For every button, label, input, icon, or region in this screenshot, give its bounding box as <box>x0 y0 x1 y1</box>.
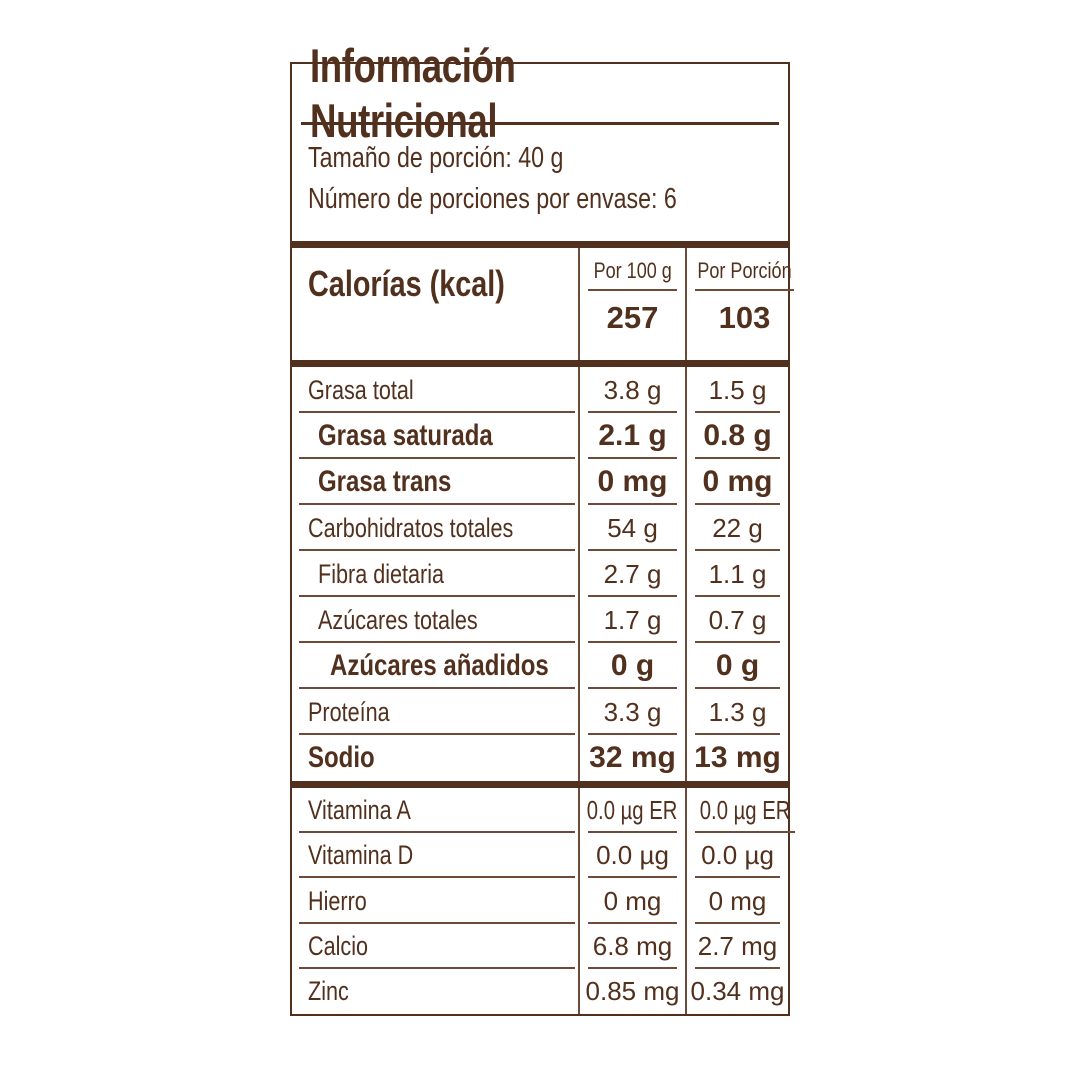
nutrient-label-cell <box>292 833 578 878</box>
nutrient-row <box>292 878 788 923</box>
column-header-per-portion: Por Porción <box>697 258 792 283</box>
servings-per-container-line <box>308 179 788 220</box>
micronutrient-rows <box>292 788 791 1014</box>
nutrient-value-per-100g-cell <box>578 367 685 413</box>
section-divider-thick-bottom <box>292 781 788 788</box>
nutrient-value-per-portion-cell <box>685 924 788 969</box>
nutrient-label: Vitamina A <box>308 795 411 826</box>
nutrient-value-per-100g: 3.8 g <box>603 374 662 405</box>
nutrient-label-cell <box>292 551 578 597</box>
nutrient-row <box>292 833 788 878</box>
nutrient-value-per-portion-cell <box>685 833 788 878</box>
nutrient-value-per-100g-cell <box>578 459 685 505</box>
nutrient-row <box>292 367 788 413</box>
nutrient-value-per-portion-cell <box>685 689 788 735</box>
nutrient-row <box>292 735 788 781</box>
nutrient-value-per-100g: 0 mg <box>603 885 662 916</box>
nutrient-value-per-portion-cell <box>685 413 788 459</box>
column-per-portion <box>685 248 802 360</box>
serving-info <box>292 125 788 241</box>
nutrient-row <box>292 551 788 597</box>
nutrient-value-per-portion: 0.34 mg <box>690 975 785 1006</box>
nutrient-label-cell <box>292 969 578 1014</box>
nutrient-label-cell <box>292 505 578 551</box>
nutrient-row <box>292 643 788 689</box>
nutrient-row <box>292 924 788 969</box>
nutrient-label-cell <box>292 367 578 413</box>
servings-per-container-text: Número de porciones por envase: 6 <box>308 183 677 215</box>
calories-value-per-100g: 257 <box>606 300 659 335</box>
nutrient-label-cell <box>292 643 578 689</box>
nutrient-value-per-100g: 3.3 g <box>603 696 662 727</box>
nutrient-value-per-100g: 0 mg <box>597 465 668 498</box>
nutrient-value-per-100g-cell <box>578 413 685 459</box>
nutrient-label: Fibra dietaria <box>318 558 445 589</box>
nutrient-row <box>292 597 788 643</box>
nutrient-value-per-portion: 0 mg <box>708 885 767 916</box>
nutrient-value-per-100g-cell <box>578 833 685 878</box>
nutrient-value-per-portion-cell <box>685 367 788 413</box>
nutrient-label-cell <box>292 413 578 459</box>
nutrient-value-per-portion: 2.7 mg <box>697 930 778 961</box>
nutrient-value-per-portion: 0.7 g <box>708 604 767 635</box>
nutrient-label: Hierro <box>308 885 367 916</box>
nutrient-value-per-portion-cell <box>685 735 788 781</box>
nutrient-value-per-portion: 1.5 g <box>708 374 767 405</box>
calories-section <box>292 248 792 360</box>
nutrient-label: Grasa saturada <box>318 419 493 452</box>
nutrient-value-per-portion-cell <box>685 969 788 1014</box>
nutrient-label: Grasa total <box>308 374 414 405</box>
column-per-100g <box>578 248 685 360</box>
page-title: Información Nutricional <box>310 39 516 147</box>
nutrient-value-per-portion-cell <box>685 505 788 551</box>
nutrient-label-cell <box>292 788 578 833</box>
nutrient-value-per-100g-cell <box>578 643 685 689</box>
header-underline <box>588 289 677 291</box>
nutrient-row <box>292 969 788 1014</box>
nutrient-row <box>292 413 788 459</box>
nutrient-value-per-portion: 0.0 µg <box>701 840 774 871</box>
nutrient-label: Proteína <box>308 696 390 727</box>
nutrient-label-cell <box>292 597 578 643</box>
nutrient-value-per-portion: 22 g <box>712 512 763 543</box>
nutrient-row <box>292 505 788 551</box>
calories-label: Calorías (kcal) <box>308 263 505 304</box>
nutrient-value-per-100g-cell <box>578 505 685 551</box>
nutrient-value-per-100g-cell <box>578 551 685 597</box>
nutrient-value-per-100g: 0.0 µg ER <box>587 795 678 826</box>
calories-value-per-portion: 103 <box>718 300 771 335</box>
nutrient-row <box>292 459 788 505</box>
nutrient-value-per-100g: 0.0 µg <box>596 840 669 871</box>
nutrient-row <box>292 689 788 735</box>
section-divider-thick-top <box>292 241 788 248</box>
nutrient-label: Calcio <box>308 930 369 961</box>
nutrient-label: Azúcares añadidos <box>330 649 549 682</box>
nutrient-value-per-100g: 0 g <box>610 649 655 682</box>
nutrition-label <box>290 39 792 1016</box>
nutrient-rows <box>292 367 788 781</box>
header-underline <box>695 289 794 291</box>
nutrient-value-per-100g: 0.85 mg <box>585 975 680 1006</box>
nutrient-value-per-portion: 13 mg <box>694 741 781 774</box>
nutrient-label-cell <box>292 459 578 505</box>
nutrient-value-per-100g-cell <box>578 924 685 969</box>
nutrient-row <box>292 788 791 833</box>
nutrient-value-per-portion-cell <box>685 551 788 597</box>
nutrient-label: Zinc <box>308 975 349 1006</box>
nutrient-label-cell <box>292 689 578 735</box>
nutrient-label: Vitamina D <box>308 840 414 871</box>
nutrient-label: Sodio <box>308 741 375 774</box>
nutrient-value-per-100g: 2.1 g <box>598 419 667 452</box>
nutrient-value-per-100g-cell <box>578 597 685 643</box>
nutrient-label: Carbohidratos totales <box>308 512 514 543</box>
nutrient-label: Grasa trans <box>318 465 452 498</box>
nutrient-value-per-portion-cell <box>685 643 788 689</box>
nutrient-value-per-100g: 6.8 mg <box>592 930 673 961</box>
nutrient-value-per-100g-cell <box>578 735 685 781</box>
nutrient-label-cell <box>292 924 578 969</box>
nutrient-value-per-100g-cell <box>578 788 685 833</box>
nutrient-value-per-100g: 54 g <box>607 512 658 543</box>
nutrient-value-per-100g: 32 mg <box>589 741 676 774</box>
nutrient-label-cell <box>292 735 578 781</box>
nutrient-value-per-100g-cell <box>578 689 685 735</box>
nutrient-value-per-portion: 0.8 g <box>703 419 772 452</box>
nutrient-label: Azúcares totales <box>318 604 478 635</box>
nutrient-value-per-portion: 0 g <box>715 649 760 682</box>
nutrient-value-per-portion: 0 mg <box>702 465 773 498</box>
calories-label-cell <box>292 248 578 360</box>
nutrient-value-per-100g-cell <box>578 878 685 923</box>
nutrient-value-per-100g: 2.7 g <box>603 558 662 589</box>
nutrient-label-cell <box>292 878 578 923</box>
nutrient-value-per-portion: 1.3 g <box>708 696 767 727</box>
nutrient-value-per-portion-cell <box>685 459 788 505</box>
serving-size-text: Tamaño de porción: 40 g <box>308 142 564 174</box>
nutrient-value-per-100g-cell <box>578 969 685 1014</box>
nutrient-value-per-portion: 1.1 g <box>708 558 767 589</box>
section-divider-thick-middle <box>292 360 788 367</box>
nutrient-value-per-portion-cell <box>685 788 803 833</box>
nutrient-value-per-portion-cell <box>685 597 788 643</box>
column-header-per-100g: Por 100 g <box>593 258 672 283</box>
nutrient-value-per-100g: 1.7 g <box>603 604 662 635</box>
serving-size-line <box>308 138 788 179</box>
nutrient-value-per-portion-cell <box>685 878 788 923</box>
nutrient-value-per-portion: 0.0 µg ER <box>699 795 791 826</box>
title-section <box>292 39 788 147</box>
